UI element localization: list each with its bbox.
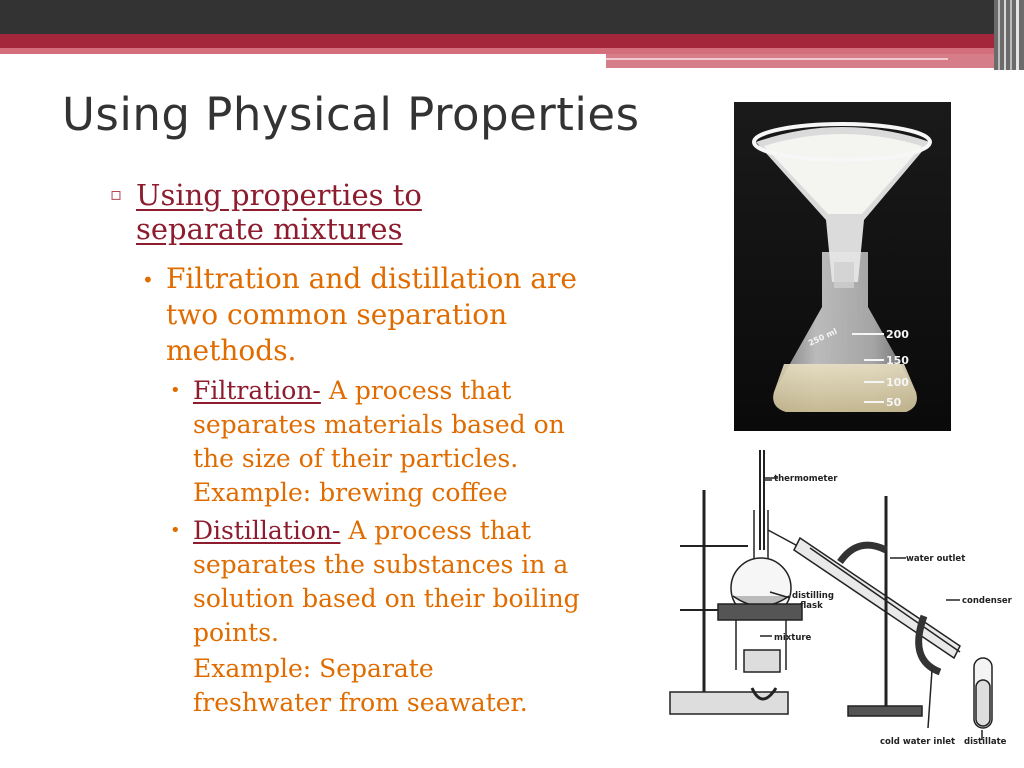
bullet-marker-dot: • — [170, 520, 181, 541]
distillation-text: A process that separates the substances in a solution based on their boiling points. — [193, 516, 580, 647]
funnel-flask-photo — [734, 102, 951, 431]
label-distilling: distilling — [792, 591, 834, 601]
bullet-marker-square: ▫ — [110, 184, 123, 205]
bullet-separation-methods: Filtration and distillation are two common separation methods. — [166, 262, 577, 367]
label-condenser: condenser — [962, 596, 1012, 606]
bullet-filtration — [193, 374, 603, 510]
label-water-outlet: water outlet — [906, 554, 966, 564]
flask-mark-50: 50 — [886, 396, 902, 409]
flask-mark-200: 200 — [886, 328, 909, 341]
header-band-step-line — [606, 58, 948, 60]
label-flask: flask — [800, 601, 823, 611]
label-cold-water-inlet: cold water inlet — [880, 737, 956, 747]
header-band-step — [606, 54, 1024, 68]
label-thermometer: thermometer — [774, 474, 838, 484]
distillation-example: Example: Separate freshwater from seawater. — [193, 654, 528, 717]
filtration-term: Filtration- — [193, 376, 321, 405]
distillation-term: Distillation- — [193, 516, 341, 545]
bullet-heading-text: Using properties to separate mixtures — [136, 178, 422, 247]
bullet-distillation — [193, 514, 603, 650]
filtration-text: A process that separates materials based on the size of their particles. Example: brewing coffee — [193, 376, 565, 507]
label-mixture: mixture — [774, 633, 812, 643]
flask-capacity-text: 250 ml — [807, 326, 839, 348]
distillation-apparatus-diagram — [660, 440, 1024, 768]
flask-mark-100: 100 — [886, 376, 909, 389]
slide-title: Using Physical Properties — [62, 88, 640, 141]
label-distillate: distillate — [964, 737, 1007, 747]
header-vertical-lines — [994, 0, 1024, 70]
header-band-red — [0, 34, 1024, 48]
bullet-heading — [136, 178, 556, 246]
header-band-dark — [0, 0, 1024, 34]
flask-mark-150: 150 — [886, 354, 909, 367]
bullet-marker-dot: • — [142, 268, 154, 292]
bullet-marker-dot: • — [170, 380, 181, 401]
